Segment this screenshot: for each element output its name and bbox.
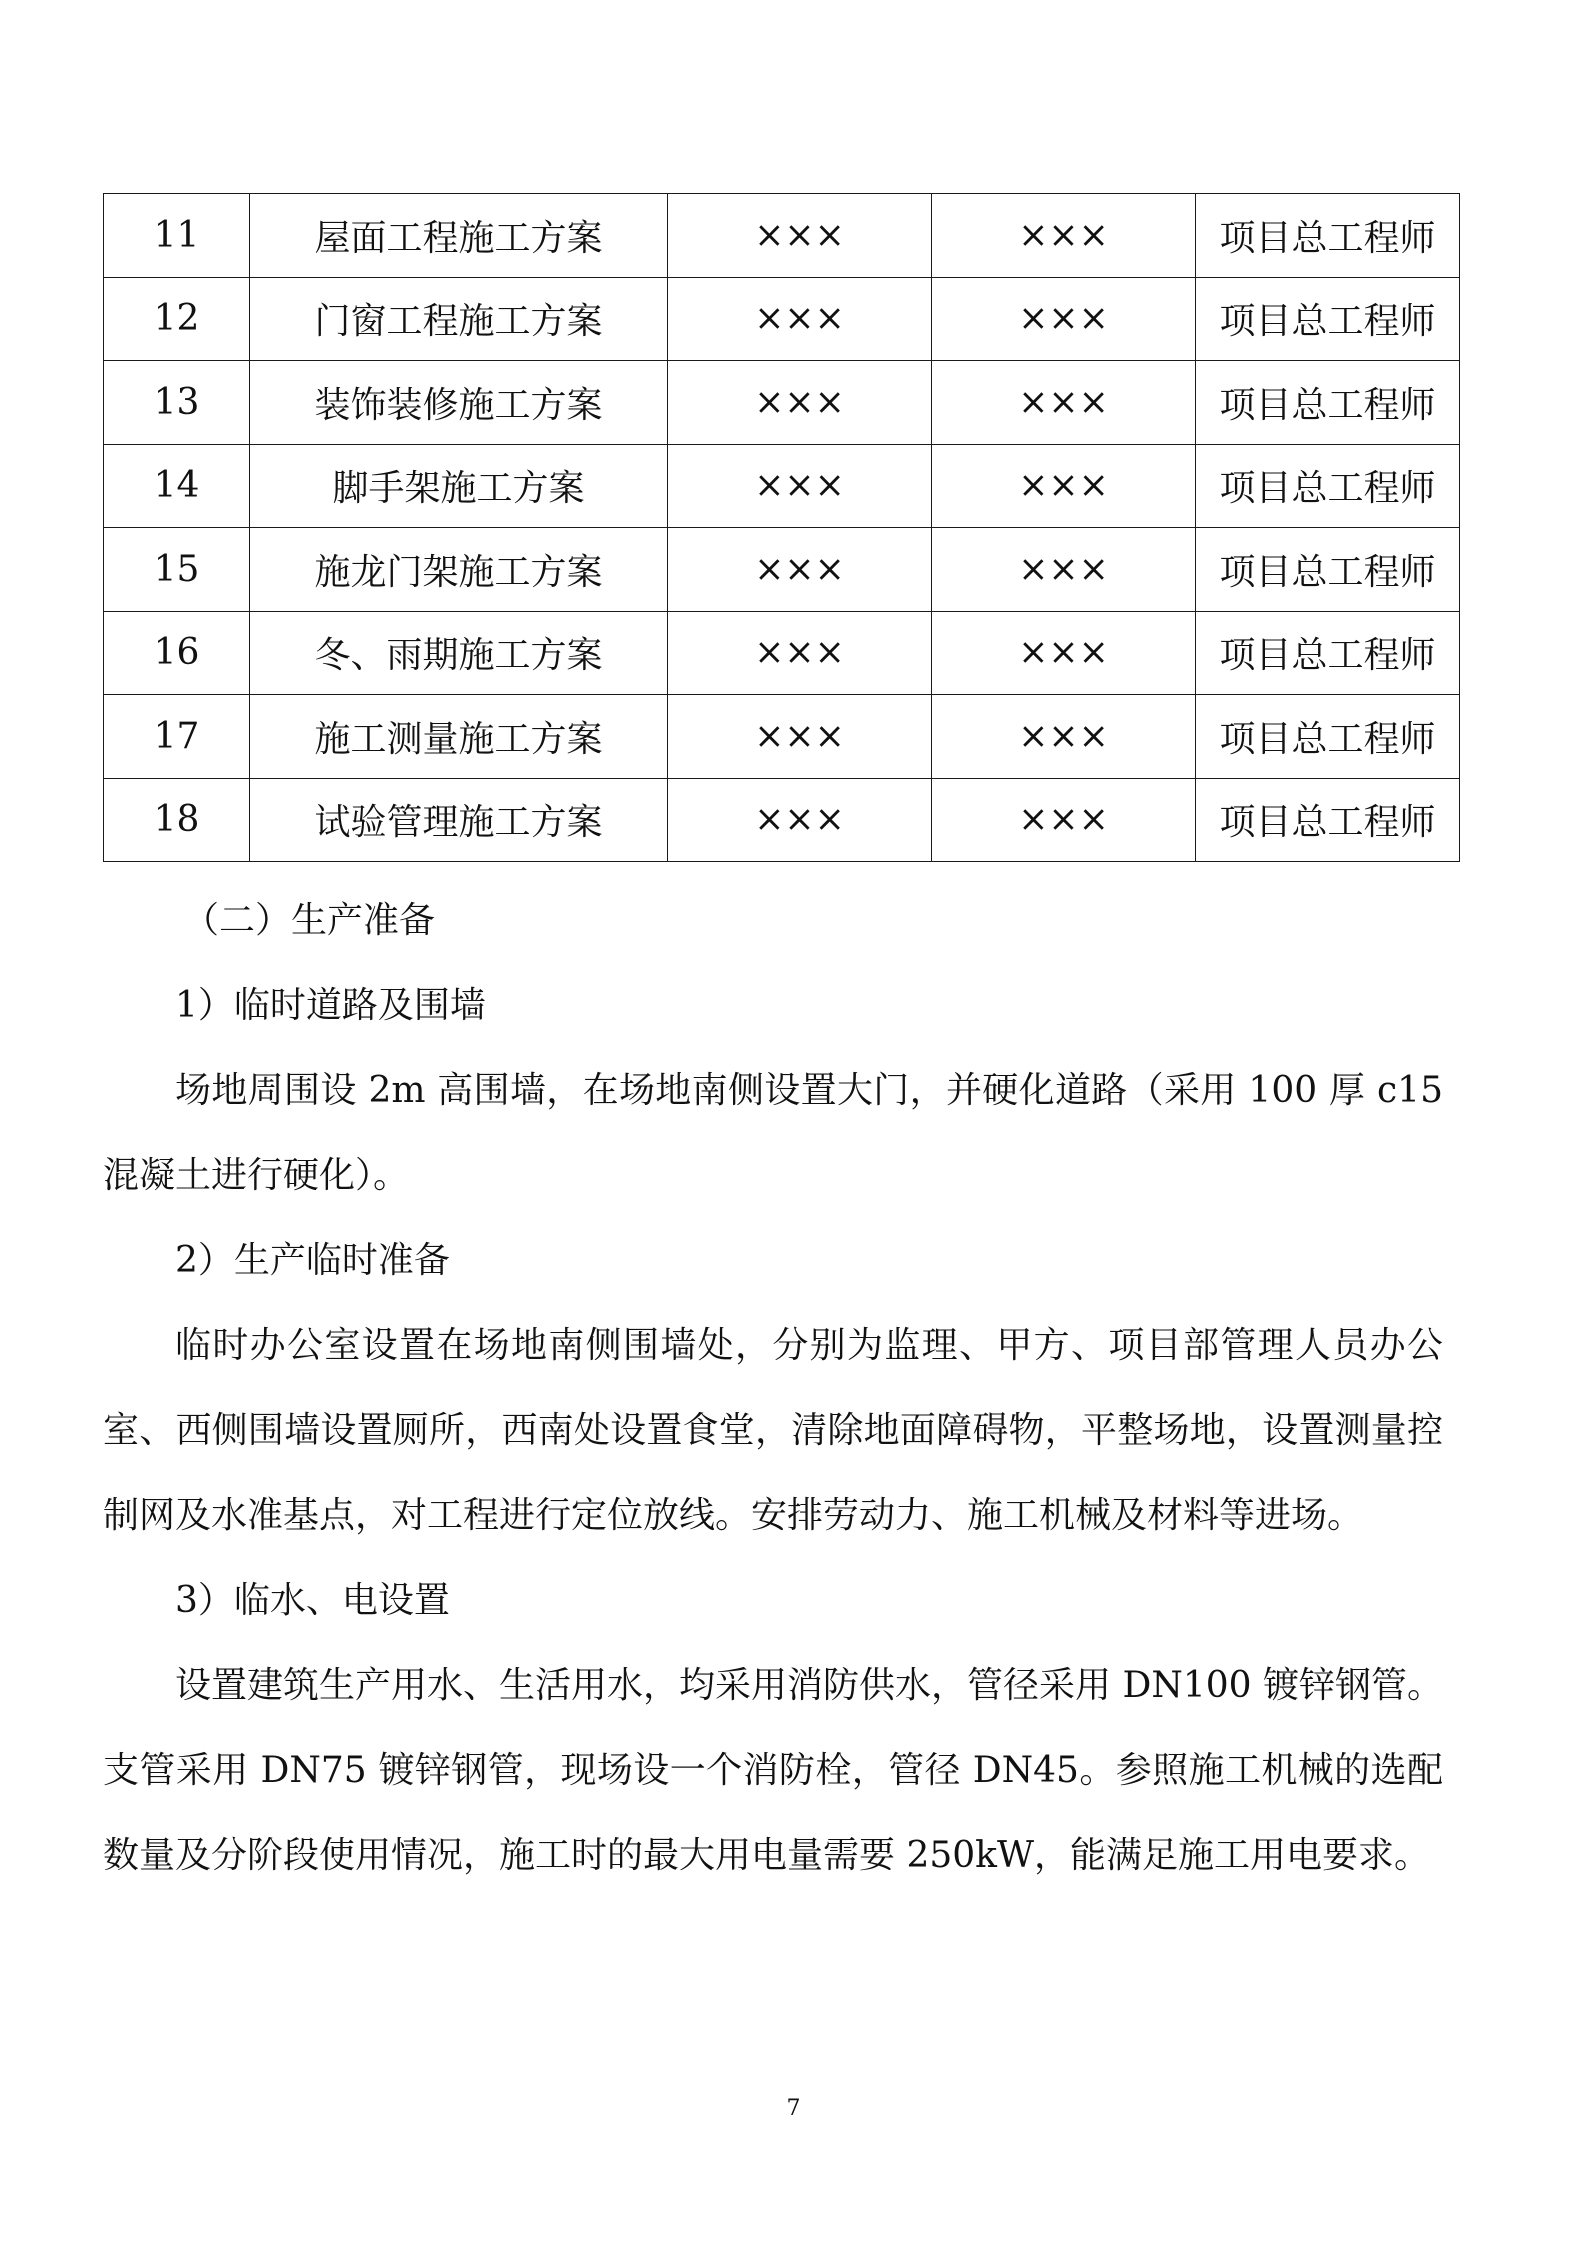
- placeholder-cell: ×××: [932, 444, 1196, 528]
- plan-name: 屋面工程施工方案: [250, 194, 668, 278]
- placeholder-cell: ×××: [668, 528, 932, 612]
- row-number: 18: [104, 778, 250, 862]
- placeholder-cell: ×××: [668, 444, 932, 528]
- table-row: [104, 611, 1460, 695]
- plan-name: 装饰装修施工方案: [250, 361, 668, 445]
- placeholder-cell: ×××: [932, 194, 1196, 278]
- placeholder-cell: ×××: [932, 361, 1196, 445]
- responsible-role: 项目总工程师: [1196, 277, 1460, 361]
- placeholder-cell: ×××: [668, 611, 932, 695]
- plan-name: 脚手架施工方案: [250, 444, 668, 528]
- paragraph: 场地周围设 2m 高围墙，在场地南侧设置大门，并硬化道路（采用 100 厚 c15 混凝土进行硬化）。: [103, 1070, 1443, 1196]
- body-text: [103, 878, 1443, 1898]
- construction-plan-table: [103, 193, 1460, 862]
- placeholder-cell: ×××: [932, 528, 1196, 612]
- subsection-heading: 2）生产临时准备: [175, 1240, 450, 1281]
- responsible-role: 项目总工程师: [1196, 778, 1460, 862]
- table-row: [104, 444, 1460, 528]
- placeholder-cell: ×××: [668, 277, 932, 361]
- row-number: 17: [104, 695, 250, 779]
- plan-name: 试验管理施工方案: [250, 778, 668, 862]
- placeholder-cell: ×××: [932, 277, 1196, 361]
- plan-name: 门窗工程施工方案: [250, 277, 668, 361]
- placeholder-cell: ×××: [932, 778, 1196, 862]
- placeholder-cell: ×××: [932, 611, 1196, 695]
- table-row: [104, 778, 1460, 862]
- table-row: [104, 528, 1460, 612]
- section-title: （二）生产准备: [183, 900, 436, 941]
- plan-name: 施工测量施工方案: [250, 695, 668, 779]
- row-number: 11: [104, 194, 250, 278]
- page-number: 7: [786, 2096, 801, 2121]
- row-number: 16: [104, 611, 250, 695]
- subsection-heading: 3）临水、电设置: [175, 1580, 450, 1621]
- table-row: [104, 277, 1460, 361]
- row-number: 13: [104, 361, 250, 445]
- plan-name: 施龙门架施工方案: [250, 528, 668, 612]
- placeholder-cell: ×××: [668, 695, 932, 779]
- responsible-role: 项目总工程师: [1196, 695, 1460, 779]
- row-number: 14: [104, 444, 250, 528]
- responsible-role: 项目总工程师: [1196, 194, 1460, 278]
- placeholder-cell: ×××: [668, 194, 932, 278]
- table-row: [104, 361, 1460, 445]
- table-row: [104, 194, 1460, 278]
- paragraph: 设置建筑生产用水、生活用水，均采用消防供水，管径采用 DN100 镀锌钢管。支管采用 DN75 镀锌钢管，现场设一个消防栓，管径 DN45。参照施工机械的选配数量及分阶段使用情况，施工时的最大用电量需要 250kW，能满足施工用电要求。: [103, 1665, 1443, 1876]
- table-row: [104, 695, 1460, 779]
- paragraph: 临时办公室设置在场地南侧围墙处，分别为监理、甲方、项目部管理人员办公室、西侧围墙设置厕所，西南处设置食堂，清除地面障碍物，平整场地，设置测量控制网及水准基点，对工程进行定位放线。安排劳动力、施工机械及材料等进场。: [103, 1325, 1443, 1536]
- responsible-role: 项目总工程师: [1196, 444, 1460, 528]
- placeholder-cell: ×××: [932, 695, 1196, 779]
- plan-name: 冬、雨期施工方案: [250, 611, 668, 695]
- placeholder-cell: ×××: [668, 361, 932, 445]
- row-number: 12: [104, 277, 250, 361]
- subsection-heading: 1）临时道路及围墙: [175, 985, 486, 1026]
- responsible-role: 项目总工程师: [1196, 611, 1460, 695]
- responsible-role: 项目总工程师: [1196, 361, 1460, 445]
- row-number: 15: [104, 528, 250, 612]
- placeholder-cell: ×××: [668, 778, 932, 862]
- responsible-role: 项目总工程师: [1196, 528, 1460, 612]
